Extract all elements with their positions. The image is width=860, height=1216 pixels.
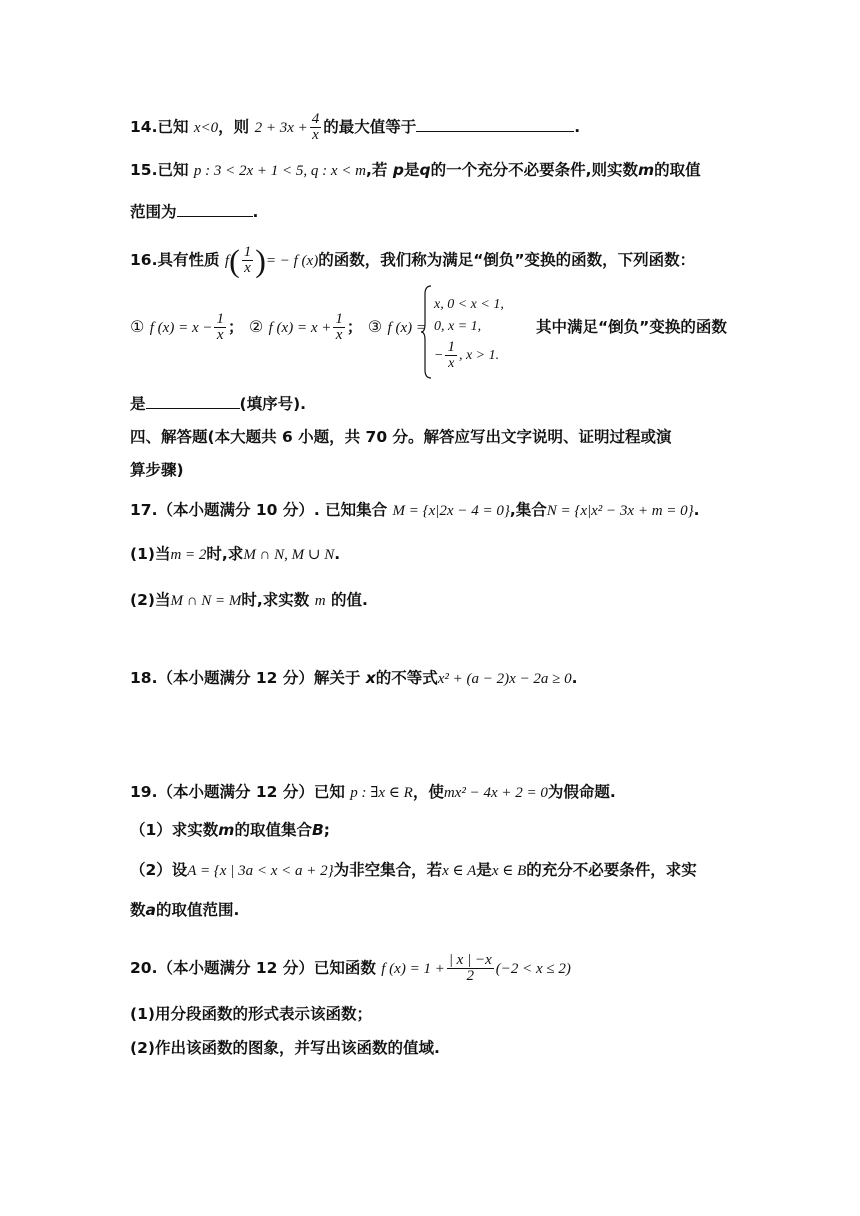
question-16-line-3: 是 (填序号). [130,392,730,416]
fraction: $\frac{| x | -x}{2}$ [448,952,492,984]
section-4-heading: 四、解答题(本大题共 6 小题，共 70 分。解答应写出文字说明、证明过程或演 [130,428,672,446]
question-17-part-2: (2)当M ∩ N = M时,求实数 m 的值. [130,591,368,609]
section-4-heading-line-2: 算步骤) [130,461,184,479]
question-18: 18.（本小题满分 12 分）解关于 x的不等式x² + (a − 2)x − 2a ≥ 0. [130,669,578,687]
fraction: $\frac{1}{x}$ [335,311,343,343]
fraction: $\frac{1}{x}$ [216,311,224,343]
question-20-part-1: (1)用分段函数的形式表示该函数； [130,1005,372,1023]
question-20-part-2: (2)作出该函数的图象，并写出该函数的值域. [130,1039,440,1057]
question-17-part-1: (1)当m = 2时,求M ∩ N, M ∪ N. [130,545,341,563]
question-17: 17.（本小题满分 10 分）. 已知集合 M = {x|2x − 4 = 0},集合N = {x|x² − 3x + m = 0}. [130,501,700,519]
piecewise-brace [420,284,432,380]
brace-icon [420,284,432,380]
question-16-options: ① f (x) = x − $\frac{1}{x}$ ； ② f (x) = x + $\frac{1}{x}$ ； ③ f (x) = [130,311,426,343]
question-19-part-1: （1）求实数m的取值集合B; [130,821,330,839]
piecewise-case-1: x, 0 < x < 1, [434,297,504,312]
question-15: 15.已知 p : 3 < 2x + 1 < 5, q : x < m,若 p是q的一个充分不必要条件,则实数m的取值 [130,161,701,179]
question-16: 16.具有性质 f( $\frac{1}{x}$ )= − f (x)的函数，我们称为满足“倒负”变换的函数，下列函数： [130,242,696,279]
question-16-tail: 其中满足“倒负”变换的函数 [536,318,727,336]
fraction: $\frac{1}{x}$ [447,339,455,371]
question-19: 19.（本小题满分 12 分）已知 p : ∃x ∈ R，使mx² − 4x + 2 = 0为假命题. [130,783,616,801]
answer-blank[interactable] [146,392,240,409]
fraction: $\frac{1}{x}$ [243,244,252,276]
answer-blank[interactable] [416,115,574,132]
answer-blank[interactable] [177,200,253,217]
piecewise-case-3: − $\frac{1}{x}$ , x > 1. [434,339,500,371]
question-20: 20.（本小题满分 12 分）已知函数 f (x) = 1 + $\frac{| x | -x}{2}$ (−2 < x ≤ 2) [130,952,571,984]
fraction: $\frac{4}{x}$ [311,111,320,143]
question-15-line-2: 范围为 . [130,200,730,224]
question-14: 14.已知 x<0，则 2 + 3x + $\frac{4}{x}$ 的最大值等于 . [130,111,581,143]
question-19-part-2-line-2: 数a的取值范围. [130,901,240,919]
question-19-part-2: （2）设A = {x | 3a < x < a + 2}为非空集合，若x ∈ A是x ∈ B的充分不必要条件，求实 [130,861,697,879]
piecewise-case-2: 0, x = 1, [434,319,482,334]
